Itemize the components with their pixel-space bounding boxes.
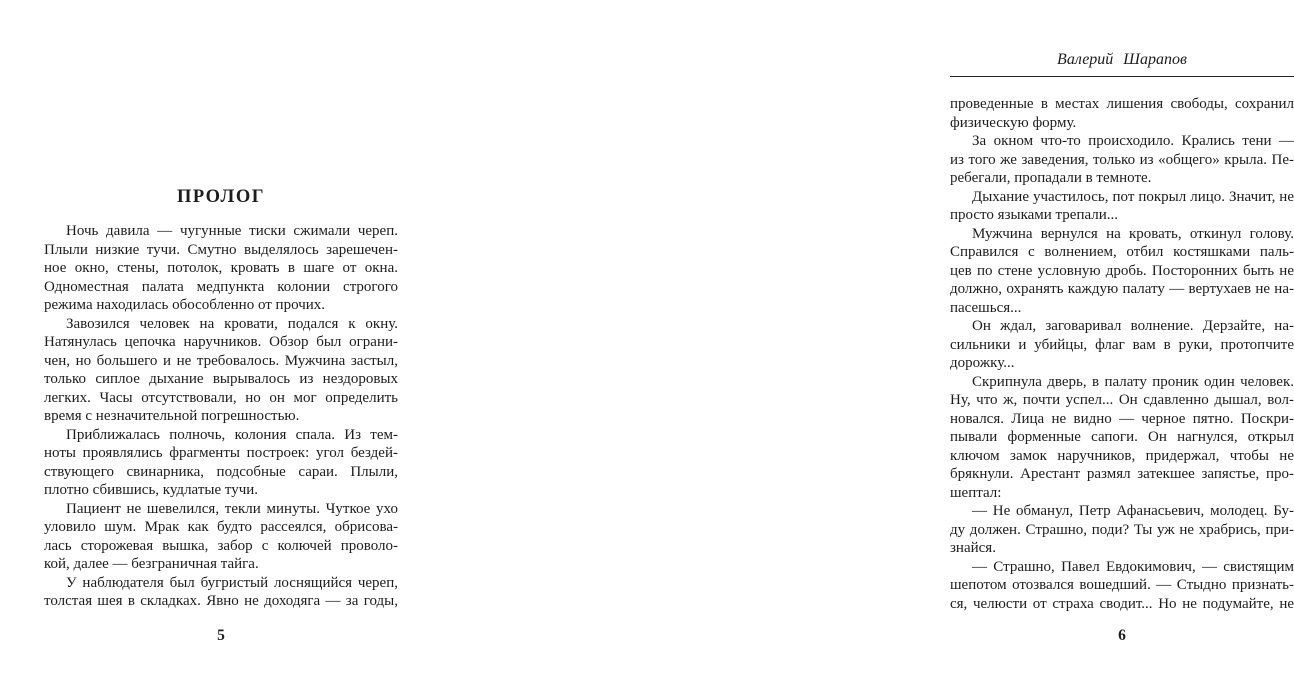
paragraph xyxy=(950,188,1294,225)
paragraph xyxy=(44,315,398,426)
text-line: знайся. xyxy=(950,540,996,556)
running-header-author: Валерий Шарапов xyxy=(1057,51,1187,68)
text-line: физическую форму. xyxy=(950,114,1077,131)
text-line: За окном что-то происходило. Крались тени — xyxy=(972,133,1294,149)
page-left xyxy=(0,0,464,698)
text-line: Скрипнула дверь, в палату проник один человек. xyxy=(972,373,1294,390)
text-line: ное окно, стены, потолок, кровать в шаге от окна. xyxy=(44,260,398,276)
text-line: У наблюдателя был бугристый лоснящийся череп, xyxy=(66,574,398,591)
text-line: только сиплое дыхание вырывалось из нездоровых xyxy=(44,371,398,387)
text-line: должно, охранять каждую палату — вертухаев не на- xyxy=(950,281,1294,297)
paragraph xyxy=(950,373,1294,503)
header-rule xyxy=(950,76,1294,77)
paragraph xyxy=(950,317,1294,373)
text-line: легких. Часы отсутствовали, но он мог определить xyxy=(44,389,398,406)
text-line: ствующего свинарника, подсобные сараи. Плыли, xyxy=(44,463,398,480)
text-line: кой, далее — безграничная тайга. xyxy=(44,556,259,572)
text-line: плотно сбившись, кудлатые тучи. xyxy=(44,482,259,498)
text-line: брякнули. Арестант размял затекшее запястье, про- xyxy=(950,466,1294,482)
paragraph xyxy=(950,132,1294,188)
paragraph xyxy=(950,502,1294,558)
text-line: Ну, что ж, почти успел... Он сдавленно дышал, вол- xyxy=(950,392,1294,408)
text-line: пасешься... xyxy=(950,299,1022,316)
text-line: шептал: xyxy=(950,484,1002,501)
page-right xyxy=(464,0,1294,698)
text-line: Справился с волнением, отбил костяшками паль- xyxy=(950,244,1294,260)
text-line: ключом замок наручников, придержал, чтобы не xyxy=(950,447,1294,464)
text-line: — Не обманул, Петр Афанасьевич, молодец. Бу- xyxy=(972,503,1294,519)
text-line: сильники и убийцы, флаг вам в руки, протопчите xyxy=(950,336,1294,353)
text-line: толстая шея в складках. Явно не доходяга — за годы, xyxy=(44,593,398,609)
body-text-left xyxy=(44,222,398,611)
text-line: ду должен. Страшно, поди? Ты уж не храбрись, при- xyxy=(950,521,1294,538)
text-line: проведенные в местах лишения свободы, сохранил xyxy=(950,96,1294,112)
text-line: время с незначительной погрешностью. xyxy=(44,408,300,424)
paragraph xyxy=(44,574,398,611)
text-line: из того же заведения, только из «общего» крыла. Пе- xyxy=(950,151,1294,168)
text-line: режима находилась обособленно от прочих. xyxy=(44,297,326,313)
text-line: Мужчина вернулся на кровать, откинул голову. xyxy=(972,225,1294,242)
text-line: шепотом отозвался вошедший. — Стыдно признать- xyxy=(950,577,1294,593)
body-text-right xyxy=(950,95,1294,613)
page-number-right: 6 xyxy=(1118,627,1126,644)
text-line: цев по стене условную дробь. Посторонних быть не xyxy=(950,262,1294,279)
page-number-left: 5 xyxy=(217,627,225,644)
text-line: уловило шум. Мрак как будто рассеялся, обрисова- xyxy=(44,519,398,535)
paragraph xyxy=(44,426,398,500)
text-line: Завозился человек на кровати, подался к окну. xyxy=(66,315,398,332)
text-line: Плыли низкие тучи. Смутно выделялось зарешечен- xyxy=(44,241,398,258)
text-line: — Страшно, Павел Евдокимович, — свистящим xyxy=(972,558,1294,575)
text-line: Дыхание участилось, пот покрыл лицо. Значит, не xyxy=(972,188,1294,205)
text-line: просто языками трепали... xyxy=(950,207,1119,223)
text-line: ся, челюсти от страха сводит... Но не подумайте, не xyxy=(950,595,1294,612)
paragraph xyxy=(950,558,1294,614)
text-line: дорожку... xyxy=(950,355,1015,371)
paragraph xyxy=(44,500,398,574)
text-line: ребегали, пропадали в темноте. xyxy=(950,170,1152,186)
paragraph xyxy=(44,222,398,315)
text-line: Пациент не шевелился, текли минуты. Чуткое ухо xyxy=(66,500,398,517)
text-line: Приближалась полночь, колония спала. Из тем- xyxy=(66,426,398,443)
text-line: чен, но большего и не требовалось. Мужчина застыл, xyxy=(44,352,398,369)
paragraph xyxy=(950,225,1294,318)
text-line: ноты проявлялись фрагменты построек: угол бездей- xyxy=(44,445,398,461)
text-line: Натянулась цепочка наручников. Обзор был ограни- xyxy=(44,334,398,350)
chapter-heading: ПРОЛОГ xyxy=(177,187,265,207)
paragraph xyxy=(950,95,1294,132)
text-line: Ночь давила — чугунные тиски сжимали череп. xyxy=(66,223,398,239)
text-line: лась сторожевая вышка, забор с колючей проволо- xyxy=(44,537,398,554)
text-line: Он ждал, заговаривал волнение. Дерзайте, на- xyxy=(972,318,1294,334)
text-line: Одноместная палата медпункта колонии строгого xyxy=(44,278,398,295)
text-line: новался. Лица не видно — черное пятно. Поскри- xyxy=(950,410,1294,427)
text-line: пывали форменные сапоги. Он нагнулся, открыл xyxy=(950,429,1294,445)
